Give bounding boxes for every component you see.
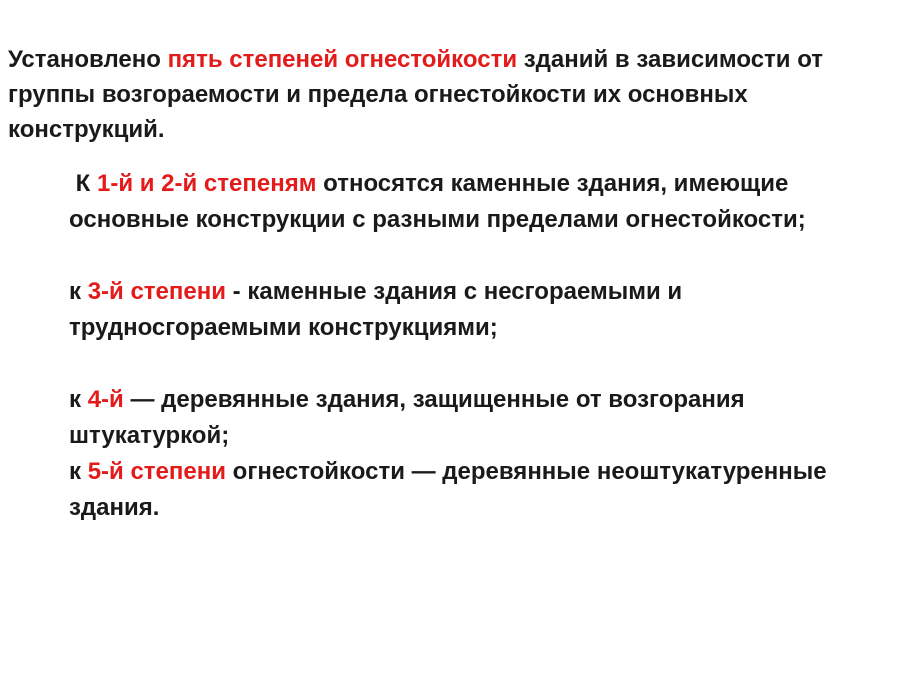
intro-paragraph — [8, 42, 868, 147]
item-prefix: к — [69, 386, 88, 413]
spacer — [69, 346, 869, 382]
item-prefix: к — [69, 458, 88, 485]
item-highlight: 3-й степени — [87, 278, 226, 305]
item-highlight: 4-й — [87, 386, 124, 413]
degree-item-3 — [69, 274, 869, 346]
intro-text-end: зданий в зависимости от группы возгораемости и предела огнестойкости их основных конструкций. — [8, 46, 824, 143]
item-highlight: 1-й и 2-й степеням — [96, 170, 317, 197]
spacer — [69, 238, 869, 274]
item-text: огнестойкости — деревянные неоштукатуренные здания. — [69, 458, 827, 521]
item-prefix: К — [69, 170, 97, 197]
degree-item-4 — [69, 382, 869, 454]
item-highlight: 5-й степени — [87, 458, 226, 485]
degree-list — [69, 166, 869, 526]
degree-item-5 — [69, 454, 869, 526]
item-text: — деревянные здания, защищенные от возгорания штукатуркой; — [69, 386, 745, 449]
item-text: относятся каменные здания, имеющие основные конструкции с разными пределами огнестойкости; — [69, 170, 806, 233]
intro-highlight: пять степеней огнестойкости — [167, 46, 518, 73]
item-text: - каменные здания с несгораемыми и трудносгораемыми конструкциями; — [69, 278, 683, 341]
intro-text-start: Установлено — [8, 46, 168, 73]
degree-item-1-2 — [69, 166, 869, 238]
item-prefix: к — [69, 278, 88, 305]
